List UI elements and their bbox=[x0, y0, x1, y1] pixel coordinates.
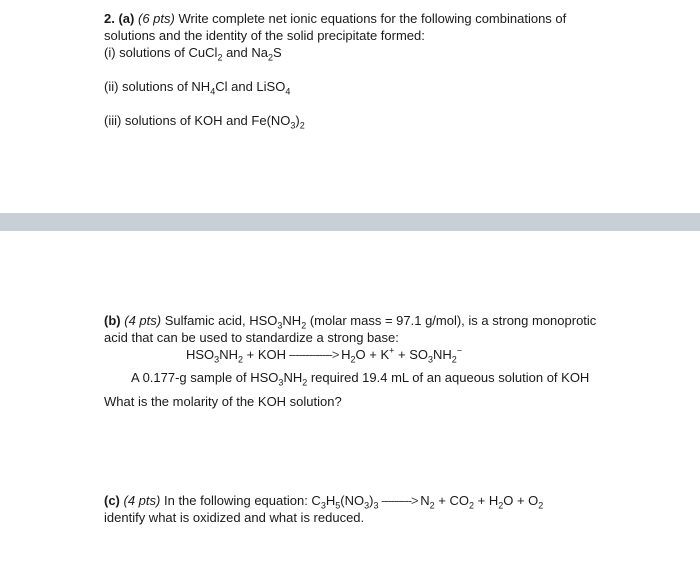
section-divider bbox=[0, 213, 700, 231]
part-c-equation: $C_3H_5(NO_3)_3$ ---------> $N_2 + CO_2 + H_2O + O_2$ bbox=[311, 493, 544, 511]
part-a-item-i: (i) solutions of CuCl$_2$ and $Na_2S$ bbox=[104, 45, 282, 63]
reaction-arrow: -------------> bbox=[285, 347, 342, 362]
reaction-arrow: ---------> bbox=[378, 493, 421, 508]
part-c-line-1: (c) (4 pts) In the following equation: $C_3H_5(NO_3)_3$ ---------> $N_2 + CO_2 + H_2O + O_2$ bbox=[104, 493, 544, 511]
part-b-points: (4 pts) bbox=[124, 313, 162, 328]
part-a-points: (6 pts) bbox=[137, 11, 175, 26]
part-a-heading bbox=[104, 11, 566, 27]
part-c-label: (c) bbox=[104, 493, 120, 508]
part-a-item-ii: (ii) solutions of $NH_4Cl$ and LiSO$_4$ bbox=[104, 79, 291, 97]
question-number: 2. bbox=[104, 11, 115, 26]
part-b-label: (b) bbox=[104, 313, 121, 328]
part-a-prompt-1: Write complete net ionic equations for the following combinations of bbox=[178, 11, 567, 26]
part-b-line-1: (b) (4 pts) Sulfamic acid, $HSO_3NH_2$ (molar mass = 97.1 g/mol), is a strong monoprotic bbox=[104, 313, 597, 331]
part-b-question: What is the molarity of the KOH solution? bbox=[104, 394, 342, 409]
part-c-points: (4 pts) bbox=[123, 493, 161, 508]
part-b-equation: $HSO_3NH_2$ + KOH -------------> $H_2O + K^+ + SO_3NH_2^-$ bbox=[186, 345, 463, 365]
part-c-line-2: identify what is oxidized and what is reduced. bbox=[104, 510, 365, 525]
part-a-item-iii: (iii) solutions of KOH and $Fe(NO_3)_2$ bbox=[104, 113, 305, 131]
part-a-prompt-2: solutions and the identity of the solid precipitate formed: bbox=[104, 28, 425, 43]
part-b-sample: A 0.177-g sample of $HSO_3NH_2$ required 19.4 mL of an aqueous solution of KOH bbox=[131, 370, 590, 388]
part-a-label: (a) bbox=[118, 11, 135, 26]
part-b-line-2: acid that can be used to standardize a strong base: bbox=[104, 330, 399, 345]
